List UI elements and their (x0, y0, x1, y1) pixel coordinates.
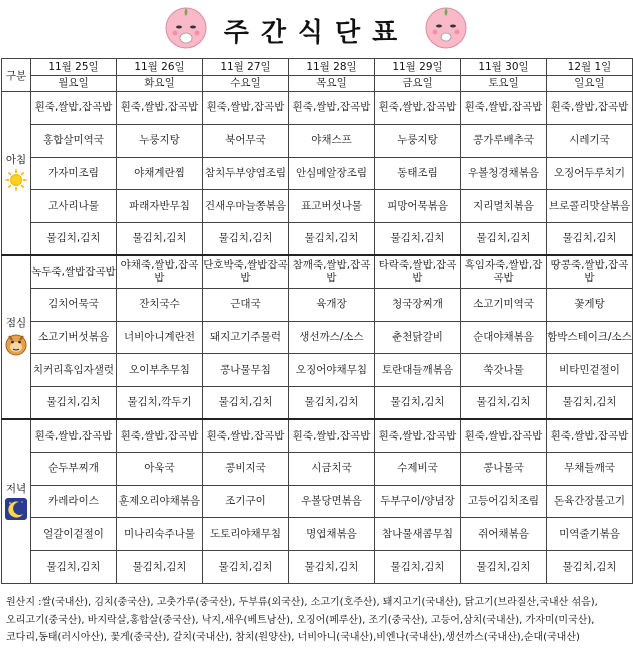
menu-body (2, 92, 633, 584)
menu-cell: 콩나물무침 (203, 354, 289, 387)
menu-cell: 흰죽,쌀밥,잡곡밥 (375, 92, 461, 125)
menu-cell: 콩비지국 (203, 452, 289, 485)
day-header (203, 59, 289, 92)
menu-cell: 흰죽,쌀밥,잡곡밥 (117, 92, 203, 125)
menu-cell: 우볼당면볶음 (289, 485, 375, 518)
menu-cell: 김치어묵국 (31, 288, 117, 321)
menu-cell: 흰죽,쌀밥,잡곡밥 (547, 419, 633, 452)
menu-cell: 콩가루배추국 (461, 124, 547, 157)
menu-cell: 동태조림 (375, 157, 461, 190)
origin-line: 원산지 :쌀(국내산), 김치(중국산), 고춧가루(중국산), 두부류(외국산), 소고기(호주산), 돼지고기(국내산), 닭고기(브라질산,국내산 섞음), (6, 597, 598, 608)
day-weekday: 월요일 (58, 76, 89, 89)
menu-cell: 잔치국수 (117, 288, 203, 321)
mascot-right-icon (424, 6, 468, 50)
menu-cell: 비타민겉절이 (547, 354, 633, 387)
menu-cell: 물김치,김치 (547, 551, 633, 584)
menu-cell: 도토리야채무침 (203, 518, 289, 551)
menu-row (2, 518, 633, 551)
menu-cell: 물김치,깍두기 (117, 387, 203, 420)
menu-cell: 콩나물국 (461, 452, 547, 485)
menu-cell: 참치두부양염조림 (203, 157, 289, 190)
menu-cell: 물김치,김치 (375, 551, 461, 584)
menu-row (2, 92, 633, 125)
menu-row (2, 485, 633, 518)
menu-cell: 야채죽,쌀밥,잡곡밥 (117, 255, 203, 288)
menu-cell: 피망어묵볶음 (375, 190, 461, 223)
menu-cell: 물김치,김치 (31, 551, 117, 584)
menu-cell: 누룽지탕 (375, 124, 461, 157)
menu-cell: 참나물새콤무침 (375, 518, 461, 551)
menu-cell: 명엽채볶음 (289, 518, 375, 551)
menu-cell: 미역줄기볶음 (547, 518, 633, 551)
menu-cell: 두부구이/양념장 (375, 485, 461, 518)
menu-cell: 물김치,김치 (203, 387, 289, 420)
menu-cell: 브로콜리맛살볶음 (547, 190, 633, 223)
menu-cell: 얼갈이겉절이 (31, 518, 117, 551)
menu-cell: 누룽지탕 (117, 124, 203, 157)
menu-cell: 함박스테이크/소스 (547, 321, 633, 354)
header-row (2, 59, 633, 92)
meal-label-cell (2, 255, 31, 419)
menu-cell: 아욱국 (117, 452, 203, 485)
menu-cell: 단호박죽,쌀밥잡곡밥 (203, 255, 289, 288)
menu-cell: 쥐어채볶음 (461, 518, 547, 551)
menu-cell: 치커리흑임자샐럿 (31, 354, 117, 387)
menu-cell: 소고기미역국 (461, 288, 547, 321)
menu-cell: 물김치,김치 (117, 551, 203, 584)
menu-cell: 수제비국 (375, 452, 461, 485)
menu-cell: 카레라이스 (31, 485, 117, 518)
menu-cell: 돼지고기주물럭 (203, 321, 289, 354)
menu-cell: 흰죽,쌀밥,잡곡밥 (547, 92, 633, 125)
menu-cell: 오이부추무침 (117, 354, 203, 387)
menu-cell: 파래자반무침 (117, 190, 203, 223)
lunch-character-icon (2, 332, 30, 359)
day-date: 12월 1일 (547, 60, 632, 76)
menu-cell: 흑임자죽,쌀밥,잡곡밥 (461, 255, 547, 288)
menu-cell: 흰죽,쌀밥,잡곡밥 (289, 92, 375, 125)
menu-cell: 참깨죽,쌀밥,잡곡밥 (289, 255, 375, 288)
day-header (547, 59, 633, 92)
menu-cell: 흰죽,쌀밥,잡곡밥 (461, 92, 547, 125)
menu-cell: 소고기버섯볶음 (31, 321, 117, 354)
page-title: 주간식단표 (223, 18, 410, 48)
meal-label-cell (2, 419, 31, 583)
menu-row (2, 419, 633, 452)
menu-cell: 물김치,김치 (461, 387, 547, 420)
menu-row (2, 354, 633, 387)
menu-cell: 물김치,김치 (461, 223, 547, 256)
menu-row (2, 288, 633, 321)
menu-cell: 물김치,김치 (31, 387, 117, 420)
menu-cell: 물김치,김치 (289, 551, 375, 584)
origin-notice (6, 594, 630, 647)
day-weekday: 화요일 (144, 76, 175, 89)
day-header (461, 59, 547, 92)
menu-cell: 가자미조림 (31, 157, 117, 190)
menu-cell: 건새우마늘쫑볶음 (203, 190, 289, 223)
menu-row (2, 452, 633, 485)
menu-cell: 물김치,김치 (289, 223, 375, 256)
day-date: 11월 28일 (289, 60, 374, 76)
menu-cell: 무채들깨국 (547, 452, 633, 485)
day-header (117, 59, 203, 92)
moon-icon (2, 498, 30, 523)
menu-cell: 표고버섯나물 (289, 190, 375, 223)
day-date: 11월 25일 (31, 60, 116, 76)
day-weekday: 목요일 (316, 76, 347, 89)
sun-icon (2, 169, 30, 194)
menu-cell: 북어무국 (203, 124, 289, 157)
menu-cell: 안심메알장조림 (289, 157, 375, 190)
menu-cell: 물김치,김치 (547, 223, 633, 256)
menu-cell: 조기구이 (203, 485, 289, 518)
day-date: 11월 29일 (375, 60, 460, 76)
menu-cell: 흰죽,쌀밥,잡곡밥 (203, 419, 289, 452)
menu-cell: 청국장찌개 (375, 288, 461, 321)
menu-cell: 순두부찌개 (31, 452, 117, 485)
menu-cell: 고등어김치조림 (461, 485, 547, 518)
menu-cell: 춘천닭갈비 (375, 321, 461, 354)
menu-cell: 육개장 (289, 288, 375, 321)
meal-label: 아침 (5, 154, 27, 167)
origin-line: 코다리,동태(러시아산), 꽃게(중국산), 갈치(국내산), 참치(원양산), 너비아니(국내산),비엔나(국내산),생선까스(국내산),순대(국내산) (6, 632, 580, 643)
meal-label-cell (2, 92, 31, 256)
menu-cell: 꽃게탕 (547, 288, 633, 321)
day-date: 11월 30일 (461, 60, 546, 76)
menu-row (2, 387, 633, 420)
menu-table (1, 58, 633, 584)
menu-row (2, 223, 633, 256)
menu-cell: 타락죽,쌀밥,잡곡밥 (375, 255, 461, 288)
day-header (31, 59, 117, 92)
menu-cell: 물김치,김치 (289, 387, 375, 420)
menu-cell: 물김치,김치 (203, 551, 289, 584)
menu-cell: 고사리나물 (31, 190, 117, 223)
menu-cell: 흰죽,쌀밥,잡곡밥 (461, 419, 547, 452)
meal-label: 저녁 (5, 482, 27, 495)
menu-cell: 쑥갓나물 (461, 354, 547, 387)
menu-cell: 물김치,김치 (547, 387, 633, 420)
day-weekday: 금요일 (402, 76, 433, 89)
menu-cell: 홍합살미역국 (31, 124, 117, 157)
day-weekday: 토요일 (488, 76, 519, 89)
menu-cell: 근대국 (203, 288, 289, 321)
menu-cell: 물김치,김치 (375, 223, 461, 256)
menu-row (2, 551, 633, 584)
meal-label: 점심 (5, 317, 27, 330)
menu-cell: 야채계란찜 (117, 157, 203, 190)
menu-cell: 흰죽,쌀밥,잡곡밥 (289, 419, 375, 452)
menu-cell: 흰죽,쌀밥,잡곡밥 (31, 419, 117, 452)
menu-cell: 녹두죽,쌀밥잡곡밥 (31, 255, 117, 288)
menu-cell: 땅콩죽,쌀밥,잡곡밥 (547, 255, 633, 288)
menu-cell: 물김치,김치 (461, 551, 547, 584)
menu-cell: 생선까스/소스 (289, 321, 375, 354)
menu-cell: 순대야채볶음 (461, 321, 547, 354)
title-area (0, 0, 633, 56)
menu-row (2, 190, 633, 223)
day-weekday: 일요일 (574, 76, 605, 89)
menu-cell: 물김치,김치 (203, 223, 289, 256)
menu-cell: 시레기국 (547, 124, 633, 157)
menu-cell: 흰죽,쌀밥,잡곡밥 (203, 92, 289, 125)
day-date: 11월 26일 (117, 60, 202, 76)
menu-cell: 흰죽,쌀밥,잡곡밥 (375, 419, 461, 452)
menu-cell: 토란대들깨볶음 (375, 354, 461, 387)
day-header (375, 59, 461, 92)
menu-cell: 너비아니계란전 (117, 321, 203, 354)
menu-cell: 미나리숙주나물 (117, 518, 203, 551)
menu-cell: 훈제오리야채볶음 (117, 485, 203, 518)
menu-cell: 오징어두루치기 (547, 157, 633, 190)
menu-cell: 물김치,김치 (117, 223, 203, 256)
menu-row (2, 321, 633, 354)
menu-cell: 야채스프 (289, 124, 375, 157)
day-header (289, 59, 375, 92)
corner-label: 구분 (2, 59, 31, 92)
origin-line: 오리고기(중국산), 바지락살,홍합살(중국산), 낙지,새우(베트남산), 오징어(페루산), 조기(중국산), 고등어,삼치(국내산), 가자미(미국산), (6, 614, 595, 626)
menu-row (2, 124, 633, 157)
day-date: 11월 27일 (203, 60, 288, 76)
menu-cell: 지리멸치볶음 (461, 190, 547, 223)
menu-cell: 돈육간장불고기 (547, 485, 633, 518)
menu-cell: 시금치국 (289, 452, 375, 485)
menu-row (2, 255, 633, 288)
menu-cell: 우볼청경채볶음 (461, 157, 547, 190)
menu-cell: 흰죽,쌀밥,잡곡밥 (31, 92, 117, 125)
day-weekday: 수요일 (230, 76, 261, 89)
menu-cell: 물김치,김치 (375, 387, 461, 420)
menu-row (2, 157, 633, 190)
menu-cell: 오징어야채무침 (289, 354, 375, 387)
menu-cell: 흰죽,쌀밥,잡곡밥 (117, 419, 203, 452)
menu-cell: 물김치,김치 (31, 223, 117, 256)
